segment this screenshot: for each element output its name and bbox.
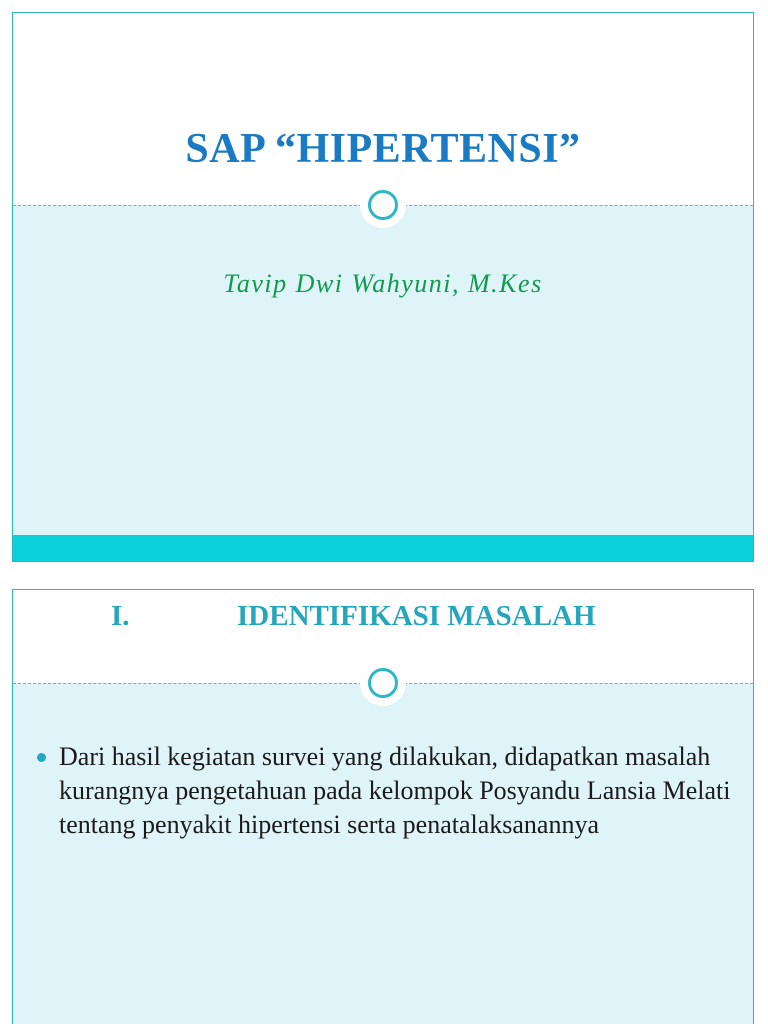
ring-ornament-icon xyxy=(363,185,403,225)
list-item xyxy=(37,740,733,842)
slide-title xyxy=(12,12,754,562)
footer-bar xyxy=(13,535,753,561)
slide-bottom-area xyxy=(13,205,753,561)
bullet-list xyxy=(37,740,733,842)
slide-title-text: SAP “HIPERTENSI” xyxy=(185,126,581,172)
bullet-text: Dari hasil kegiatan survei yang dilakukan, didapatkan masalah kurangnya pengetahuan pada kelompok Posyandu Lansia Melati tentang penyakit hipertensi serta penatalaksanannya xyxy=(59,742,731,839)
slide-content xyxy=(12,589,754,1024)
slide-top-area xyxy=(13,13,753,205)
ring-ornament-icon xyxy=(363,663,403,703)
slide-subtitle-author: Tavip Dwi Wahyuni, M.Kes xyxy=(223,269,543,298)
slide-bottom-area xyxy=(13,683,753,1024)
bullet-dot-icon xyxy=(37,753,46,762)
section-number: I. xyxy=(111,600,130,632)
section-title: IDENTIFIKASI MASALAH xyxy=(237,600,596,632)
